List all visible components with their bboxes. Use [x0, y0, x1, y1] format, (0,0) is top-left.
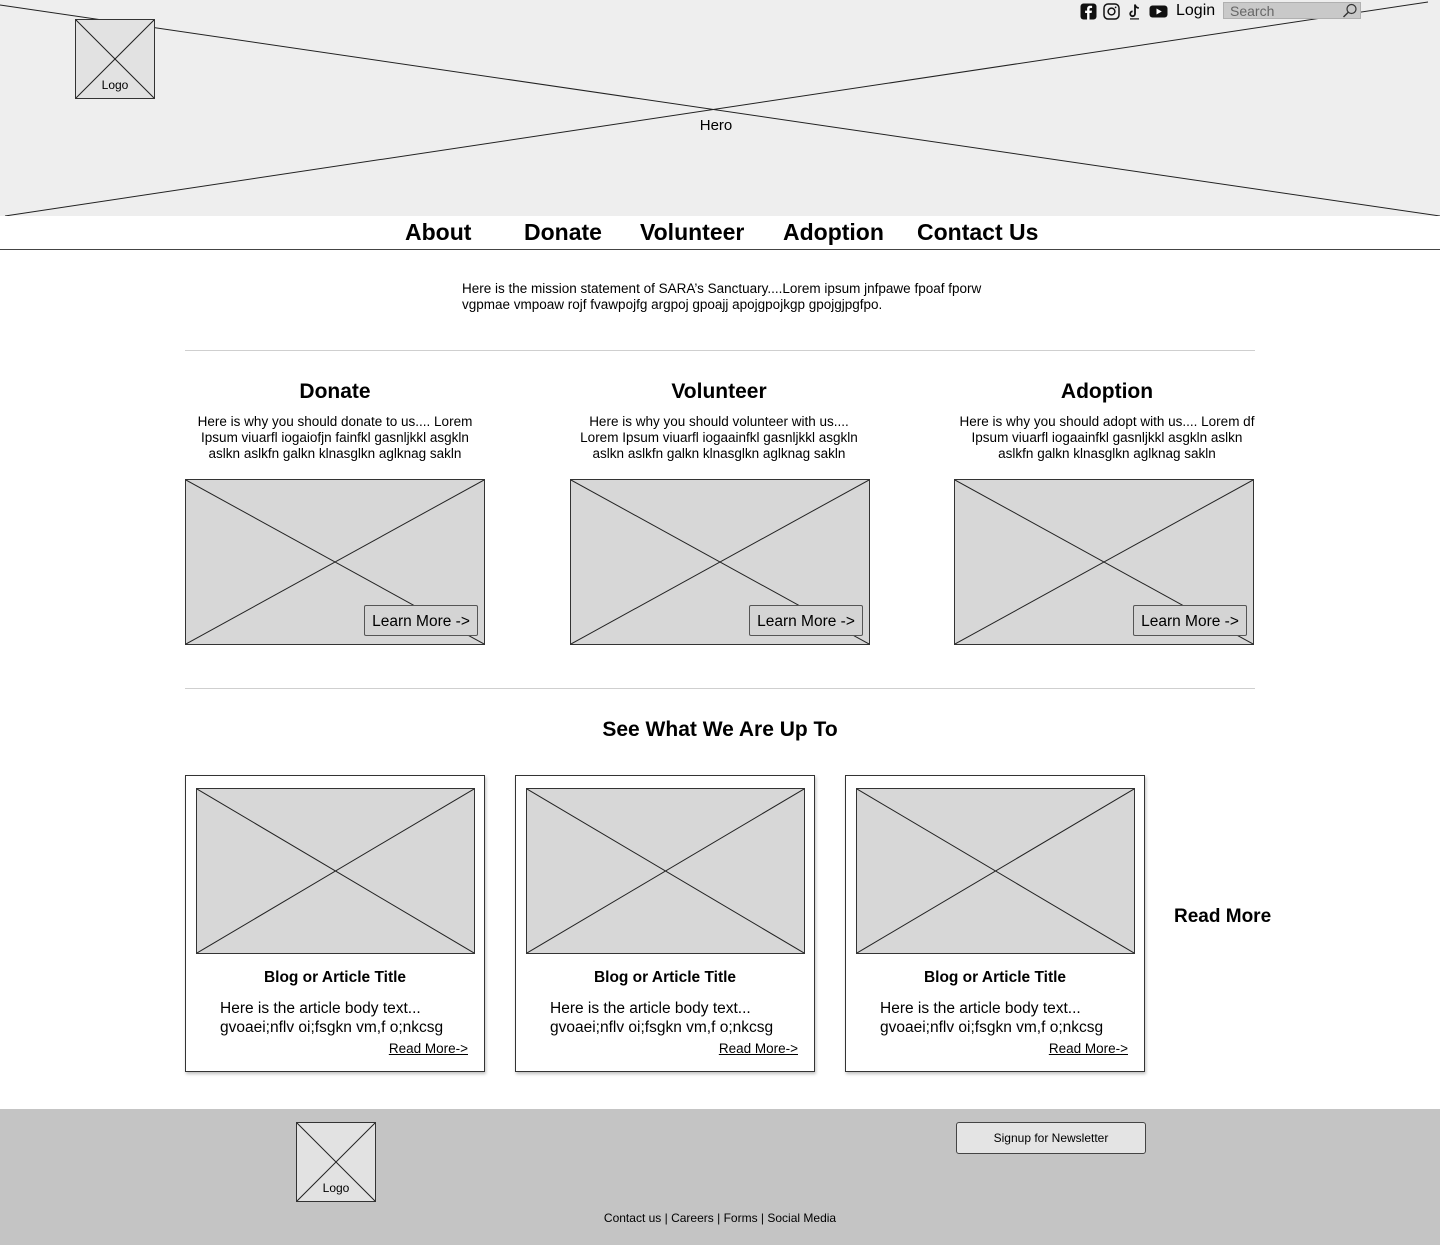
article-card [185, 775, 485, 1072]
article-body: Here is the article body text... gvoaei;nflv oi;fsgkn vm,f o;nkcsg [550, 1000, 774, 1036]
footer-logo[interactable] [296, 1122, 376, 1202]
article-read-more-link[interactable]: Read More-> [1048, 1041, 1128, 1056]
login-link[interactable]: Login [1176, 2, 1216, 19]
footer-separator: | [713, 1211, 724, 1225]
article-read-more-link[interactable]: Read More-> [388, 1041, 468, 1056]
logo-label: Logo [101, 78, 129, 92]
footer-logo-label: Logo [322, 1181, 350, 1195]
nav-divider [0, 249, 1440, 250]
nav-item-donate[interactable]: Donate [524, 219, 602, 245]
adoption-image [954, 479, 1254, 645]
instagram-icon[interactable] [1103, 3, 1120, 20]
article-image [526, 788, 805, 954]
footer-separator: | [757, 1211, 768, 1225]
article-title: Blog or Article Title [923, 969, 1067, 986]
search-icon[interactable] [1342, 3, 1358, 18]
section-divider [185, 350, 1255, 351]
search-input[interactable] [1230, 3, 1340, 18]
mission-statement: Here is the mission statement of SARA’s Sanctuary....Lorem ipsum jnfpawe fpoaf fporw vgpmae vmpoaw rojf fvawpojfg argpoj gpoajj apojgpojkgp gpojgjpgfpo. [462, 281, 982, 312]
read-more-link[interactable]: Read More [1174, 906, 1272, 927]
hero-label: Hero [699, 117, 733, 134]
article-image [196, 788, 475, 954]
section-divider [185, 688, 1255, 689]
volunteer-learn-more-button[interactable]: Learn More -> [749, 605, 863, 636]
footer-link-social-media[interactable]: Social Media [767, 1211, 837, 1225]
footer-link-contact[interactable]: Contact us [603, 1211, 662, 1225]
article-read-more-link[interactable]: Read More-> [718, 1041, 798, 1056]
article-body: Here is the article body text... gvoaei;nflv oi;fsgkn vm,f o;nkcsg [880, 1000, 1104, 1036]
youtube-icon[interactable] [1149, 3, 1168, 20]
nav-item-about[interactable]: About [405, 219, 472, 245]
article-body: Here is the article body text... gvoaei;nflv oi;fsgkn vm,f o;nkcsg [220, 1000, 444, 1036]
volunteer-text: Here is why you should volunteer with us.... Lorem Ipsum viuarfl iogaainfkl gasnljkkl asgkln aslkn aslkfn galkn klnasglkn aglknag sakln [580, 414, 858, 461]
hero-placeholder [0, 0, 1440, 216]
nav-item-volunteer[interactable]: Volunteer [640, 219, 745, 245]
article-card [515, 775, 815, 1072]
article-image [856, 788, 1135, 954]
footer-link-careers[interactable]: Careers [671, 1211, 714, 1225]
article-title: Blog or Article Title [263, 969, 407, 986]
nav-item-contact-us[interactable]: Contact Us [917, 219, 1039, 245]
nav-item-adoption[interactable]: Adoption [783, 219, 884, 245]
updates-title: See What We Are Up To [602, 718, 838, 741]
newsletter-signup-button[interactable]: Signup for Newsletter [956, 1122, 1146, 1154]
article-card [845, 775, 1145, 1072]
volunteer-title: Volunteer [671, 380, 767, 403]
tiktok-icon[interactable] [1126, 3, 1143, 20]
facebook-icon[interactable] [1080, 3, 1097, 20]
footer-link-forms[interactable]: Forms [723, 1211, 758, 1225]
logo[interactable] [75, 19, 155, 99]
adoption-text: Here is why you should adopt with us.... Lorem df Ipsum viuarfl iogaainfkl gasnljkkl asgkln aslkn aslkfn galkn klnasglkn aglknag sakln [959, 414, 1255, 461]
adoption-title: Adoption [1060, 380, 1154, 403]
adoption-learn-more-button[interactable]: Learn More -> [1133, 605, 1247, 636]
utility-bar [1080, 1, 1215, 21]
article-title: Blog or Article Title [593, 969, 737, 986]
donate-text: Here is why you should donate to us.... Lorem Ipsum viuarfl iogaiofjn fainfkl gasnljkkl asgkln aslkn aslkfn galkn klnasglkn aglknag sakln [197, 414, 473, 461]
volunteer-image [570, 479, 870, 645]
donate-title: Donate [299, 380, 371, 403]
footer-links [500, 1211, 940, 1225]
footer-separator: | [661, 1211, 672, 1225]
donate-image [185, 479, 485, 645]
donate-learn-more-button[interactable]: Learn More -> [364, 605, 478, 636]
search-box [1223, 2, 1361, 19]
